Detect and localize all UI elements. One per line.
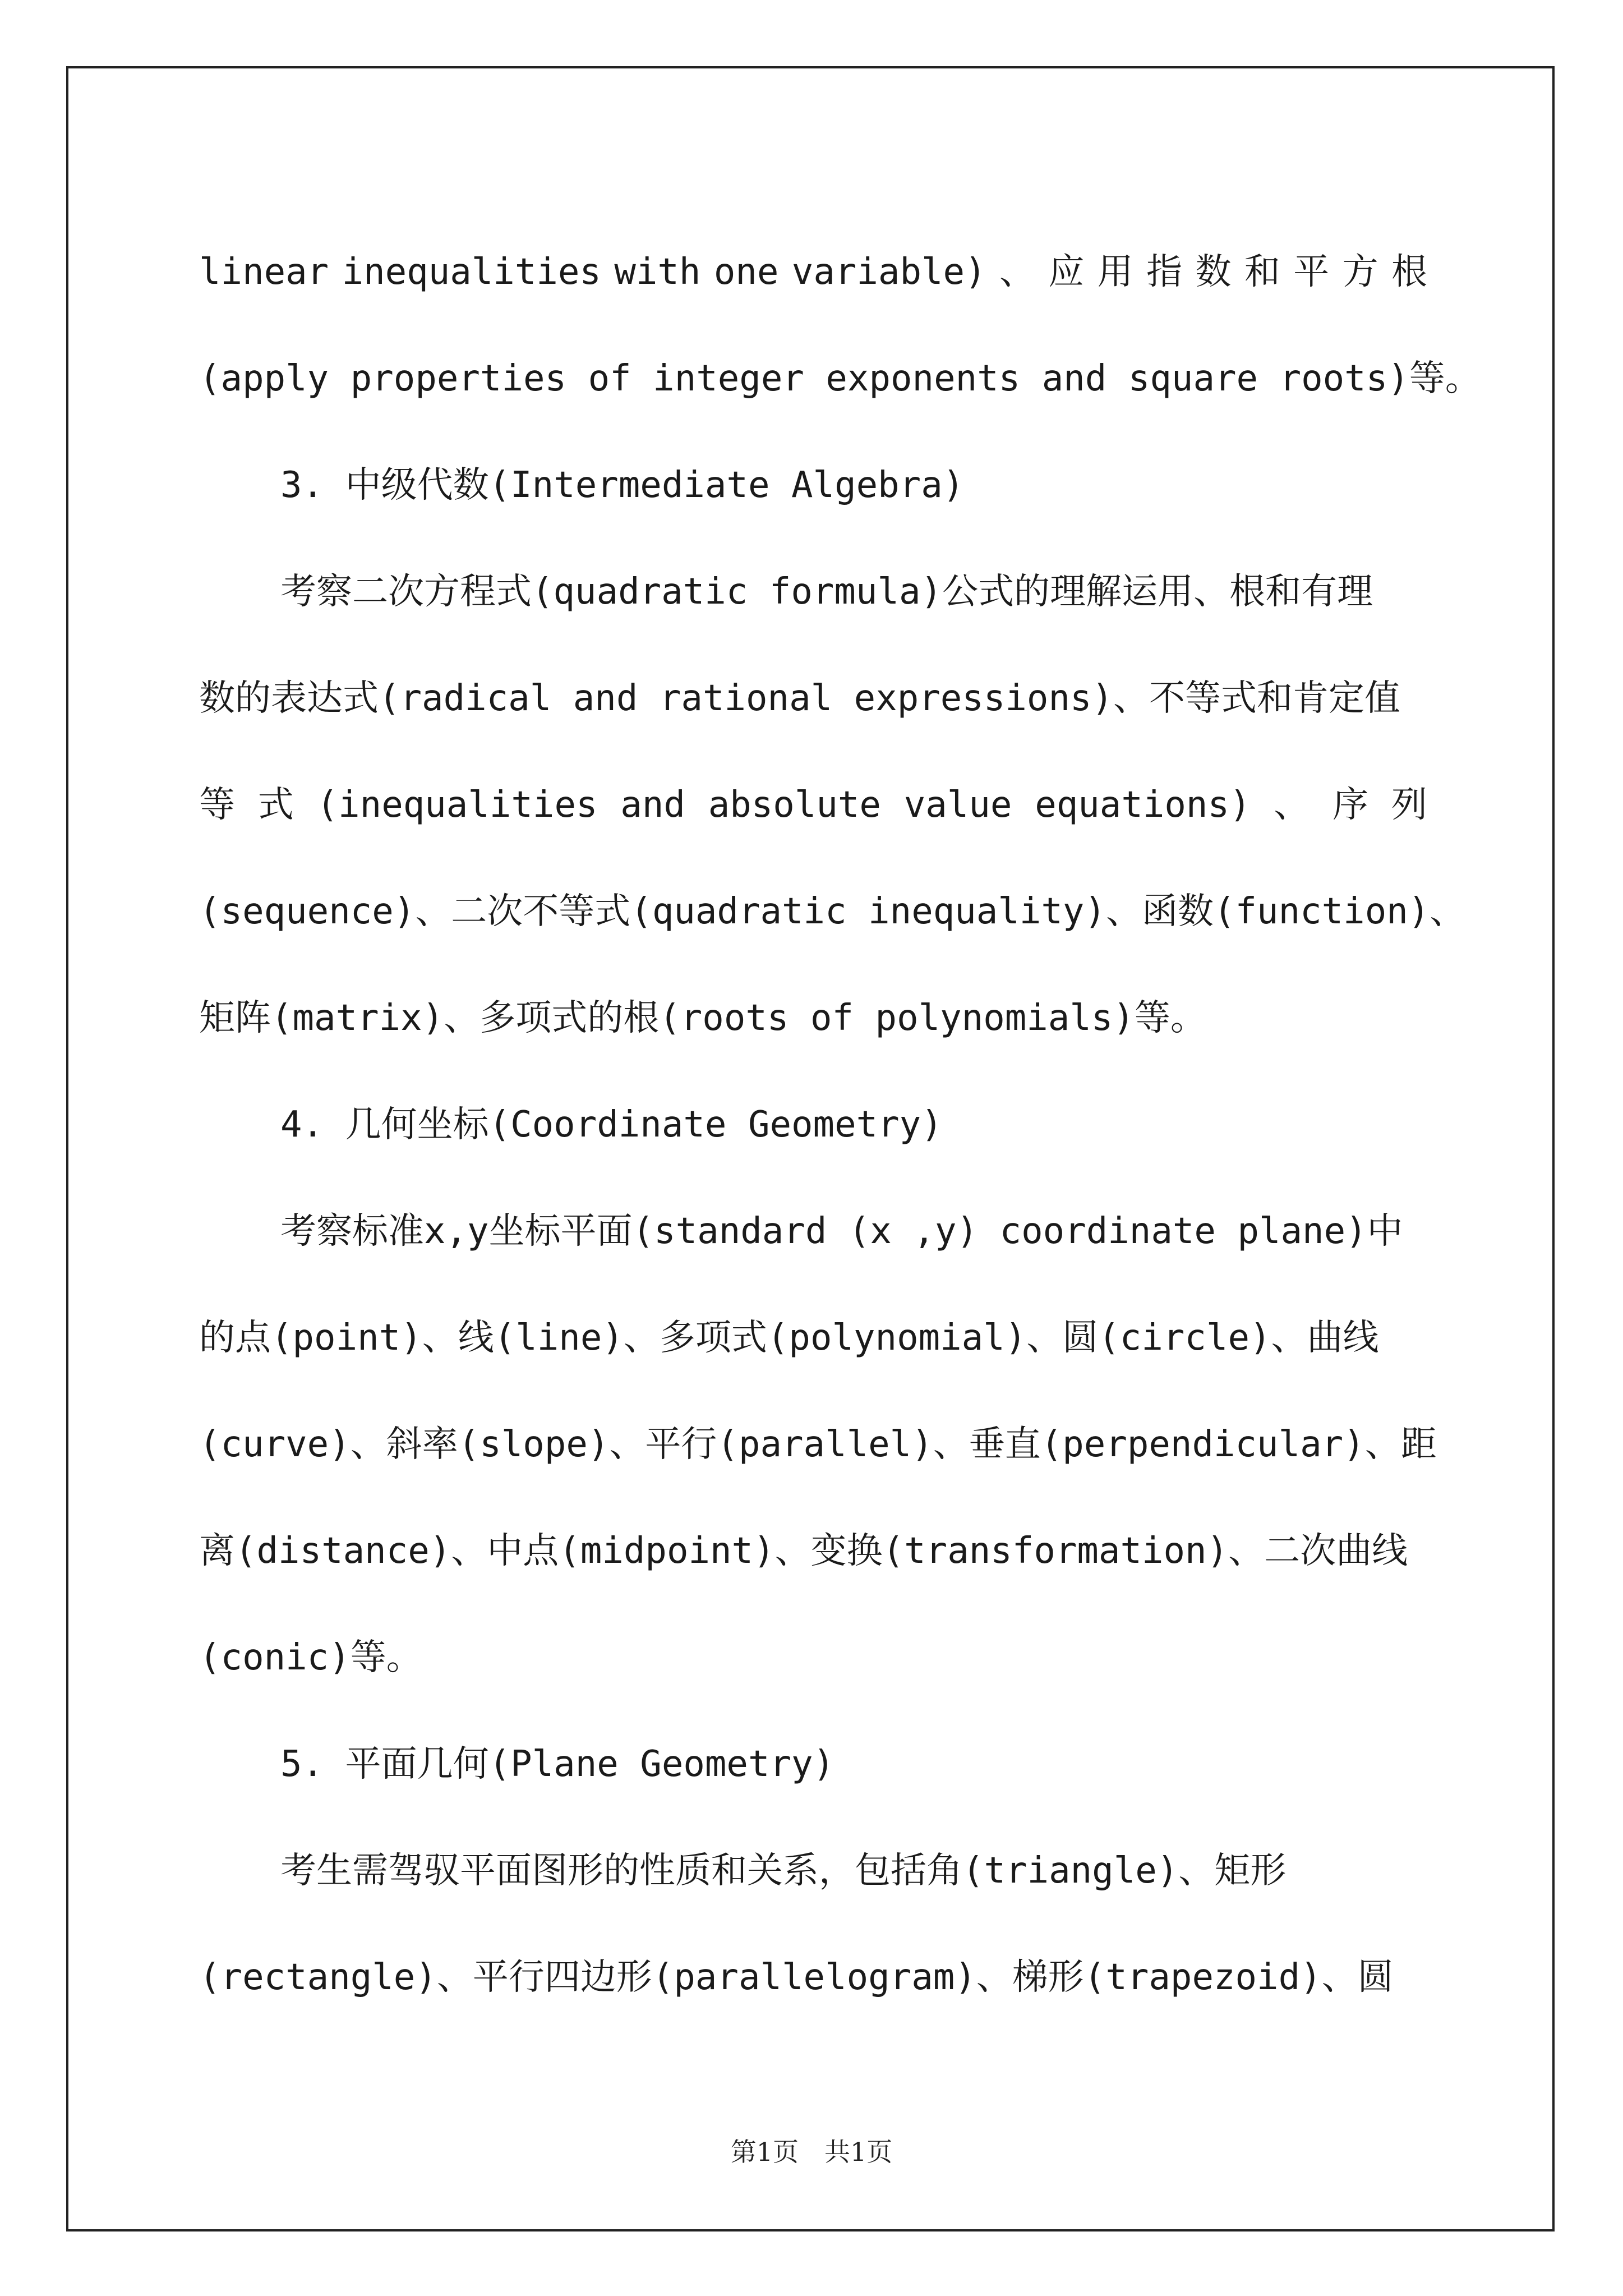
paragraph-line: 数的表达式(radical and rational expressions)、不等式和肯定值 [199,678,1401,719]
document-body [199,219,1481,2031]
paragraph-line: (sequence)、二次不等式(quadratic inequality)、函数(function)、 [199,891,1466,932]
paragraph-line: 离(distance)、中点(midpoint)、变换(transformation)、二次曲线 [199,1530,1408,1572]
line-word: inequalities [342,251,601,293]
line-word: 方 [1342,251,1378,293]
line-word: 指 [1146,251,1183,293]
paragraph-line: (rectangle)、平行四边形(parallelogram)、梯形(trapezoid)、圆 [199,1957,1394,1998]
line-word: variable) [791,251,986,293]
paragraph-line: 考生需驾驭平面图形的性质和关系，包括角(triangle)、矩形 [280,1850,1287,1892]
line-word: 式 [257,784,294,826]
paragraph-line: (curve)、斜率(slope)、平行(parallel)、垂直(perpendicular)、距 [199,1424,1437,1465]
paragraph-line: (conic)等。 [199,1637,422,1678]
line-word: 、 [1274,784,1310,826]
line-word: 列 [1391,784,1427,826]
line-word: and [620,784,685,826]
line-word: 、 [999,251,1035,293]
line-word: 等 [199,784,235,826]
line-word: one [713,251,779,293]
line-word: 序 [1332,784,1369,826]
line-word: 应 [1048,251,1085,293]
paragraph-line [199,752,1427,858]
line-word: 用 [1097,251,1133,293]
line-word: with [614,251,701,293]
paragraph-line: 考察二次方程式(quadratic formula)公式的理解运用、根和有理 [280,571,1373,613]
paragraph-line: 矩阵(matrix)、多项式的根(roots of polynomials)等。 [199,997,1206,1039]
line-word: 平 [1293,251,1330,293]
line-word: 根 [1391,251,1427,293]
paragraph-line: 4. 几何坐标(Coordinate Geometry) [280,1104,943,1145]
line-word: equations) [1035,784,1251,826]
line-word: value [903,784,1012,826]
line-word: 数 [1195,251,1232,293]
line-word: linear [199,251,329,293]
line-word: absolute [708,784,881,826]
paragraph-line: 考察标准x,y坐标平面(standard (x ,y) coordinate plane)中 [280,1211,1403,1252]
line-word: 和 [1244,251,1280,293]
line-word: (inequalities [316,784,598,826]
paragraph-line: (apply properties of integer exponents and square roots)等。 [199,358,1481,399]
paragraph-line [199,219,1427,325]
paragraph-line: 5. 平面几何(Plane Geometry) [280,1743,835,1785]
paragraph-line: 3. 中级代数(Intermediate Algebra) [280,464,965,506]
paragraph-line: 的点(point)、线(line)、多项式(polynomial)、圆(circle)、曲线 [199,1317,1379,1359]
page-number-footer: 第1页 共1页 [730,2137,893,2167]
